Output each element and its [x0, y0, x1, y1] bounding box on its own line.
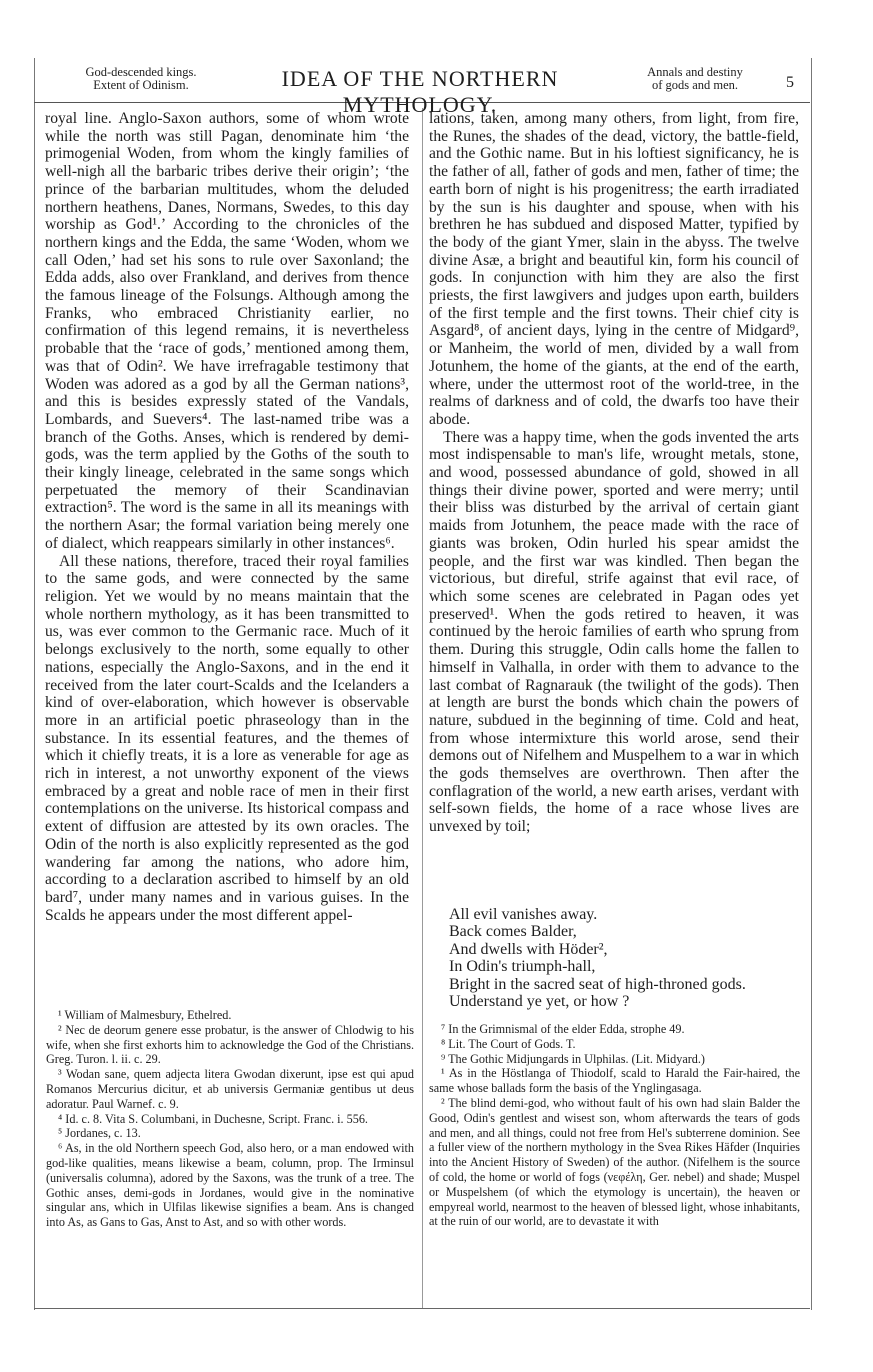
right-footnotes — [429, 1022, 800, 1229]
paragraph: lations, taken, among many others, from light, from fire, the Runes, the shades of the dead, victory, the battle-field, and the Gothic name. But in his loftiest significancy, he is the father of all, father of gods and men, father of time; the earth born of night is his progenitress; the earth irradiated by the sun is his daughter and spouse, when with his brethren he has subdued and disposed Matter, typified by the body of the giant Ymer, slain in the abyss. The twelve divine Asæ, a bright and beautiful kin, form his council of gods. In conjunction with him they are also the first priests, the first lawgivers and judges upon earth, builders of the first temple and the first towns. Their chief city is Asgard⁸, of ancient days, lying in the centre of Midgard⁹, or Manheim, the world of men, divided by a wall from Jotunhem, the home of the giants, at the end of the earth, where, under the uttermost root of the world-tree, in the realms of darkness and of cold, the dwarfs too have their abode. — [429, 110, 799, 428]
footnote: ³ Wodan sane, quem adjecta litera Gwodan dixerunt, ipse est qui apud Romanos Mercurius dicitur, et ab universis Germaniæ gentibus ut deus adoratur. Paul Warnef. c. 9. — [46, 1067, 414, 1111]
right-marginal-heading — [630, 66, 760, 92]
left-text-column — [45, 110, 409, 924]
page-number: 5 — [786, 74, 794, 91]
left-marginal-line-1: God-descended kings. — [85, 65, 197, 79]
paragraph: All these nations, therefore, traced their royal families to the same gods, and were connected by the same religion. Yet we would by no means maintain that the whole northern mythology, as it has been transmitted to us, was ever common to the Germanic race. Much of it belongs exclusively to the north, some equally to other nations, especially the Anglo-Saxons, and in the end it received from the later court-Scalds and the Icelanders a kind of over-elaboration, which however is observable more in an artificial poetic phraseology than in the substance. In its essential features, and the themes of which it chiefly treats, it is a lore as venerable for age as rich in interest, a not unworthy exponent of the views embraced by a great and noble race of men in their first contemplations on the universe. Its historical compass and extent of diffusion are attested by its own oracles. The Odin of the north is also explicitly represented as the god wandering far among the nations, who adore him, according to a declaration ascribed to himself by an old bard⁷, under many names and in various guises. In the Scalds he appears under the most different appel- — [45, 552, 409, 924]
footnote: ² The blind demi-god, who without fault of his own had slain Balder the Good, Odin's gentlest and wisest son, whom afterwards the tears of gods and men, and all things, could not free from Hel's subterrene dominion. See a fuller view of the northern mythology in the Svea Rikes Häfder (Inquiries into the Ancient History of Sweden) of the author. (Nifelhem is the source of cold, the home or world of fogs (νεφέλη, Ger. nebel) and shade; Muspel or Muspelshem (of which the etymology is uncertain), the heaven or empyreal world, nearmost to the heaven of blessed light, whose inhabitants, at the ruin of our world, are to devastate it with — [429, 1095, 800, 1229]
running-title: IDEA OF THE NORTHERN MYTHOLOGY. — [281, 66, 559, 117]
verse-line: All evil vanishes away. — [449, 906, 598, 923]
right-marginal-line-2: of gods and men. — [651, 78, 739, 92]
footnote: ⁶ As, in the old Northern speech God, also hero, or a man endowed with god-like qualities, means likewise a beam, column, prop. The Irminsul (universalis columna), adored by the Saxons, was the trunk of a tree. The Gothic anses, demi-gods in Jordanes, would give in the nominative singular ans, which in Ulfilas likewise signifies a beam. Ans is changed into As, as Gans to Gas, Anst to Ast, and so with other words. — [46, 1141, 414, 1230]
verse-quotation — [449, 906, 799, 1010]
footnote: ⁵ Jordanes, c. 13. — [58, 1126, 141, 1141]
footer-rule — [34, 1308, 810, 1309]
paragraph: royal line. Anglo-Saxon authors, some of whom wrote while the north was still Pagan, denominate him ‘the primogenial Woden, from whom the kingly families of well-nigh all the barbaric tribes derive their origin’; ‘the prince of the barbarian multitudes, whom the deluded northern heathens, Danes, Normans, Swedes, to this day worship as God¹.’ According to the chronicles of the northern kings and the Edda, the same ‘Woden, whom we call Oden,’ had set his sons to rule over Saxonland; the Edda adds, also over Frankland, and derives from thence the famous lineage of the Folsungs. Although among the Franks, who embraced Christianity earlier, no confirmation of this legend remains, it is nevertheless probable that the ‘race of gods,’ mentioned among them, was that of Odin². We have irrefragable testimony that Woden was adored as a god by all the German nations³, and this is besides expressly stated of the Vandals, Lombards, and Suevers⁴. The last-named tribe was a branch of the Goths. Anses, which is rendered by demi-gods, was the term applied by the Goths of the south to their kingly lineage, celebrated in the same songs which perpetuated the memory of their Scandinavian extraction⁵. The word is the same in all its meanings with the northern Asar; the formal variation being merely one of dialect, which reappears similarly in other instances⁶. — [45, 110, 409, 552]
right-marginal-line-1: Annals and destiny — [647, 65, 743, 79]
footnote: ⁹ The Gothic Midjungards in Ulphilas. (Lit. Midyard.) — [441, 1051, 705, 1066]
footnote: ¹ As in the Höstlanga of Thiodolf, scald to Harald the Fair-haired, the same whose ballads form the basis of the Ynglingasaga. — [429, 1066, 800, 1096]
left-marginal-line-2: Extent of Odinism. — [93, 78, 189, 92]
column-divider — [422, 108, 423, 1308]
right-text-column — [429, 110, 799, 836]
footnote: ⁸ Lit. The Court of Gods. T. — [441, 1036, 576, 1051]
footnote: ¹ William of Malmesbury, Ethelred. — [58, 1008, 232, 1022]
footnote: ⁴ Id. c. 8. Vita S. Columbani, in Duchesne, Script. Franc. i. 556. — [58, 1111, 368, 1126]
footnote: ⁷ In the Grimnismal of the elder Edda, strophe 49. — [441, 1022, 685, 1036]
verse-line: In Odin's triumph-hall, — [449, 958, 596, 976]
verse-line: Understand ye yet, or how ? — [449, 993, 630, 1011]
verse-line: Bright in the sacred seat of high-throned gods. — [449, 975, 746, 993]
verse-line: Back comes Balder, — [449, 923, 577, 941]
left-footnotes — [46, 1008, 414, 1230]
paragraph: There was a happy time, when the gods invented the arts most indispensable to man's life, wrought metals, stone, and wood, possessed abundance of gold, showed in all things their divine power, sported and were merry; until their bliss was disturbed by the arrival of certain giant maids from Jotunhem, the peace made with the race of giants was broken, Odin hurled his spear amidst the people, and the first war was kindled. Then began the victorious, but direful, strife against that evil race, of which some scenes are celebrated in Pagan odes yet preserved¹. When the gods retired to heaven, it was continued by the heroic families of earth who sprung from them. During this struggle, Odin calls home the fallen to himself in Valhalla, in order with them to advance to the last combat of Ragnarauk (the twilight of the gods). Then at length are burst the bonds which chain the powers of nature, subdued in the beginning of time. Cold and heat, from whose intermixture this world arose, send their demons out of Nifelhem and Muspelhem to a war in which the gods themselves are overthrown. Then after the conflagration of the world, a new earth arises, verdant with self-sown fields, the home of a race whose lives are unvexed by toil; — [429, 428, 799, 836]
left-marginal-heading — [66, 66, 216, 92]
verse-line: And dwells with Höder², — [449, 940, 608, 958]
footnote: ² Nec de deorum genere esse probatur, is the answer of Chlodwig to his wife, when she first exhorts him to acknowledge the God of the Christians. Greg. Turon. l. ii. c. 29. — [46, 1022, 414, 1067]
